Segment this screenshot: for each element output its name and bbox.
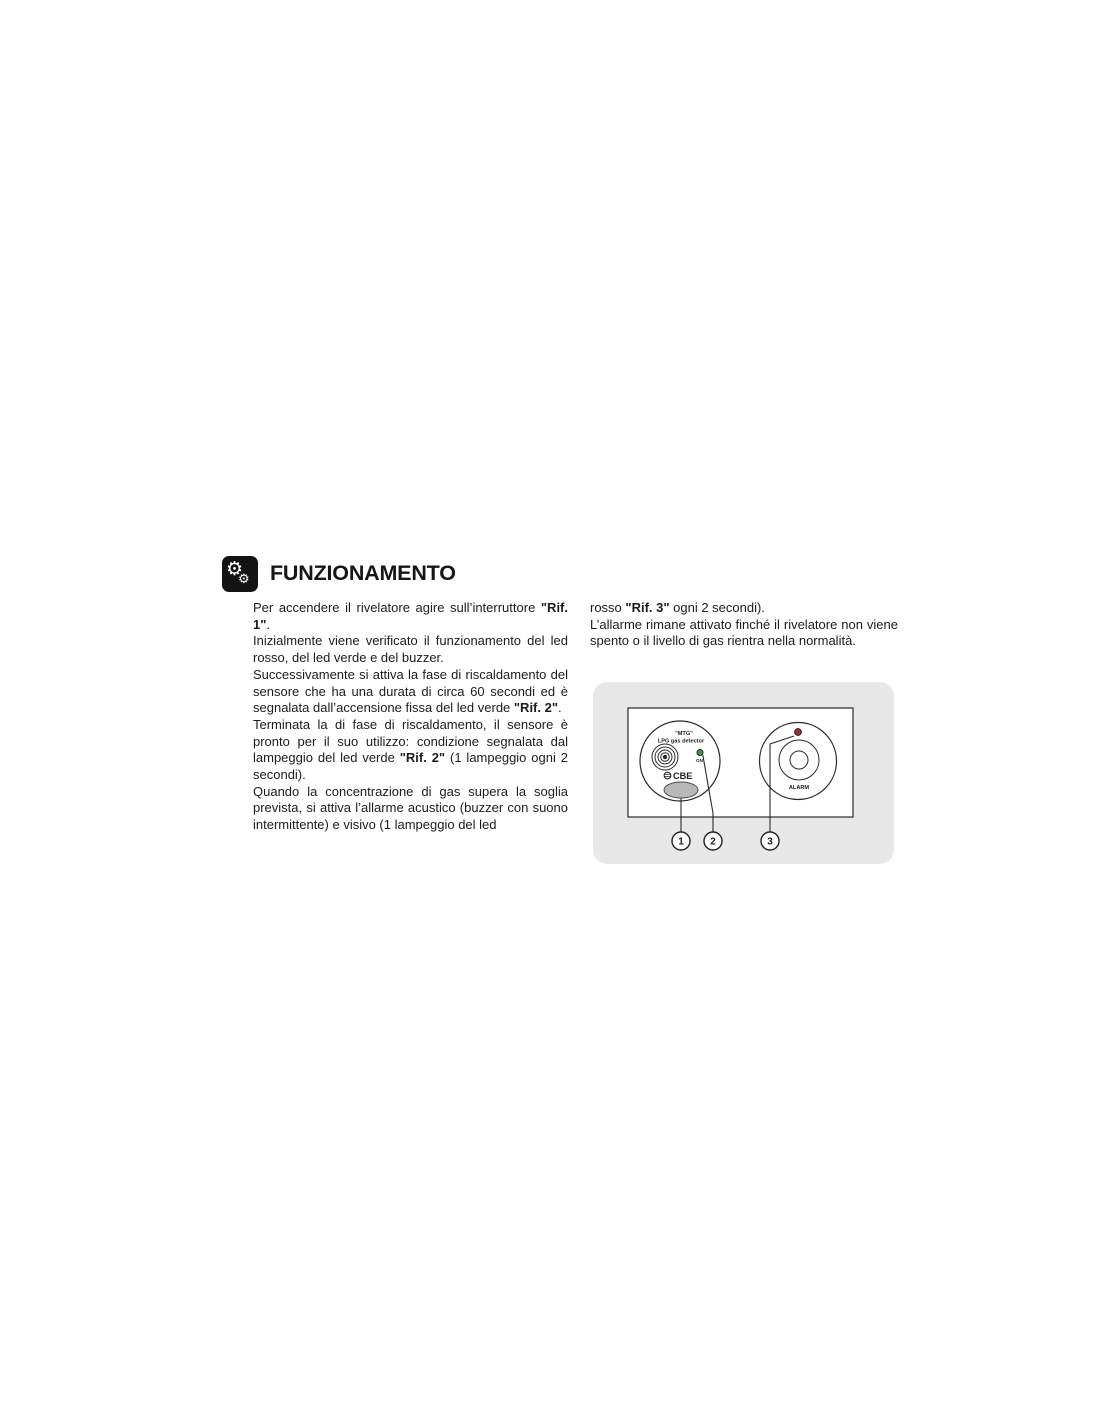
callout-markers [672, 832, 779, 850]
power-led [697, 750, 703, 756]
text-column-right [590, 600, 898, 650]
page-title: FUNZIONAMENTO [270, 561, 456, 585]
alarm-label: ALARM [788, 785, 810, 791]
power-switch-button [664, 782, 698, 798]
text-run: (1 lampeggio ogni 2 secondi). [253, 750, 568, 783]
text-run: Per accendere il rivelatore agire sull’interruttore [253, 600, 541, 615]
paragraph [590, 600, 898, 617]
callout-number-1: 1 [678, 836, 684, 848]
text-run: Inizialmente viene verificato il funzionamento del led rosso, del led verde e del buzzer. [253, 633, 568, 666]
gears-icon [222, 556, 258, 592]
text-run: ogni 2 secondi). [669, 600, 765, 615]
text-run: . [558, 700, 562, 716]
paragraph [253, 600, 568, 633]
paragraph [253, 667, 568, 717]
callout-number-3: 3 [767, 836, 773, 848]
gear-large-icon: ⚙ [226, 558, 244, 580]
figure-card [593, 682, 894, 864]
device-diagram [593, 682, 894, 864]
gear-small-icon: ⚙ [238, 572, 250, 587]
paragraph [253, 717, 568, 784]
text-run: Terminata la di fase di riscaldamento, il sensore è pronto per il suo utilizzo: condizione segnalata dal lampeggio del led verde [253, 716, 568, 766]
detector-model-label: "MTG" [675, 731, 693, 737]
text-run: rosso [590, 600, 626, 615]
alarm-led [795, 729, 802, 736]
brand-label: CBE [673, 771, 693, 781]
power-led-label: ON [696, 758, 703, 763]
text-column-left [253, 600, 568, 834]
text-run-bold: "Rif. 1" [253, 600, 568, 632]
callout-number-2: 2 [710, 836, 716, 848]
text-run: L’allarme rimane attivato finché il rivelatore non viene spento o il livello di gas rientra nella normalità. [590, 616, 898, 649]
detector-type-label: LPG gas detector [657, 738, 705, 745]
paragraph [590, 617, 898, 650]
text-run: Successivamente si attiva la fase di riscaldamento del sensore che ha una durata di circa 60 secondi ed è segnalata dall’accensione fissa del led verde [253, 666, 568, 716]
text-run: Quando la concentrazione di gas supera la soglia prevista, si attiva l’allarme acustico (buzzer con suono intermittente) e visivo (1 lampeggio del led [253, 783, 568, 833]
text-run-bold: "Rif. 3" [625, 600, 670, 615]
text-run: . [266, 616, 271, 632]
paragraph [253, 784, 568, 834]
text-run-bold: "Rif. 2" [399, 750, 446, 766]
paragraph [253, 633, 568, 666]
text-run-bold: "Rif. 2" [513, 700, 559, 716]
